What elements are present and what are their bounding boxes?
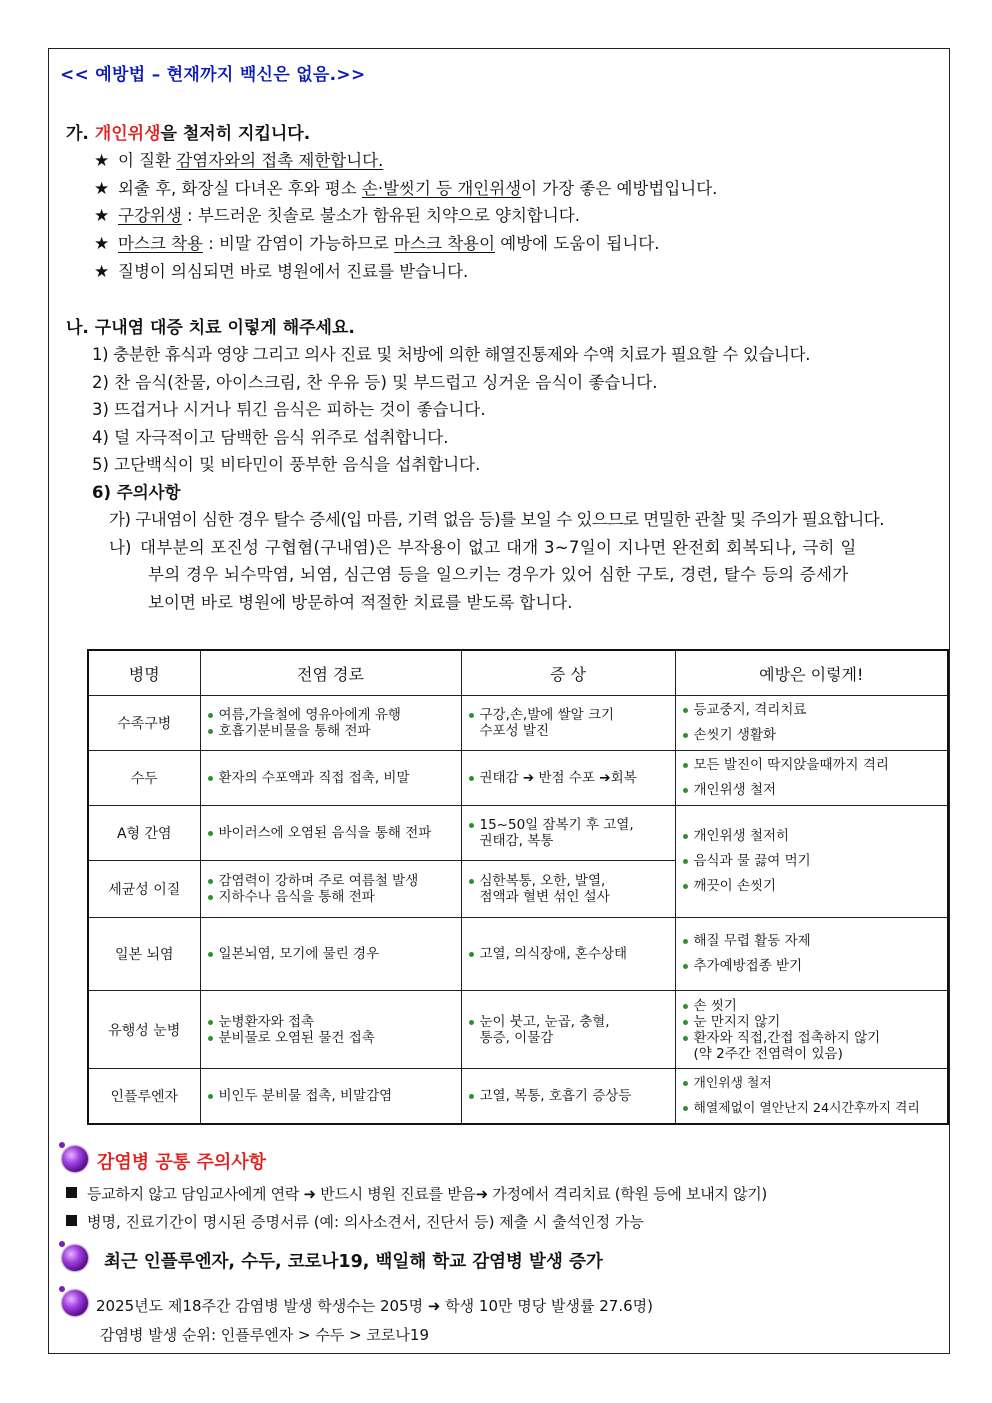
route-cell <box>200 861 461 918</box>
star-icon: ★ <box>94 206 110 226</box>
prevent-item: 개인위생 철저 <box>682 778 942 803</box>
ga-item-2-tail: 이 가장 좋은 예방법입니다. <box>521 179 718 198</box>
section-ga-suffix: 을 철저히 지킵니다. <box>160 124 311 144</box>
ga-item-1-underline: 감염자와의 접촉 제한 <box>176 151 331 170</box>
ga-item-2 <box>94 175 717 199</box>
route-item: 바이러스에 오염된 음식을 통해 전파 <box>207 825 455 841</box>
header-disease-name: 병명 <box>88 650 200 696</box>
table-row <box>88 696 948 751</box>
route-item: 눈병환자와 접촉 <box>207 1014 455 1030</box>
caution-na-line-2: 부의 경우 뇌수막염, 뇌염, 심근염 등을 일으키는 경우가 있어 심한 구토, 경련, 탈수 등의 증세가 <box>148 565 849 584</box>
recent-line-1: 2025년도 제18주간 감염병 발생 학생수는 205명 ➜ 학생 10만 명당 발생률 27.6명) <box>96 1297 654 1315</box>
symptom-cell <box>461 806 675 861</box>
table-row <box>88 751 948 806</box>
symptom-cell <box>461 1069 675 1125</box>
ga-item-4-tail: 예방에 도움이 됩니다. <box>495 234 660 253</box>
star-icon: ★ <box>94 151 110 171</box>
na-item-2: 2) 찬 음식(찬물, 아이스크림, 찬 우유 등) 및 부드럽고 싱거운 음식이 좋습니다. <box>92 373 658 392</box>
route-item: 여름,가을철에 영유아에게 유행 <box>207 707 455 723</box>
common-line-2-text: 병명, 진료기간이 명시된 증명서류 (예: 의사소견서, 진단서 등) 제출 시 출석인정 가능 <box>87 1213 644 1231</box>
symptom-item: 수포성 발진 <box>479 723 549 739</box>
symptom-cell <box>461 696 675 751</box>
disease-name: 인플루엔자 <box>88 1069 200 1125</box>
ga-item-1-tail: 합니다. <box>330 151 384 170</box>
prevent-cell <box>675 696 948 751</box>
black-square-bullet-icon <box>66 1187 77 1198</box>
symptom-item: 권태감 ➔ 반점 수포 ➔회복 <box>468 770 669 786</box>
header-prevention: 예방은 이렇게! <box>675 650 948 696</box>
common-line-1 <box>66 1183 767 1204</box>
symptom-item: 구강,손,발에 쌀알 크기 <box>468 707 669 723</box>
na-item-4: 4) 덜 자극적이고 담백한 음식 위주로 섭취합니다. <box>92 428 449 447</box>
route-item: 감염력이 강하며 주로 여름철 발생 <box>207 873 455 889</box>
route-item: 비인두 분비물 접촉, 비말감염 <box>207 1088 455 1104</box>
prevent-item: 깨끗이 손씻기 <box>682 874 942 899</box>
ga-item-1 <box>94 147 383 171</box>
prevent-item: 눈 만지지 않기 <box>682 1014 942 1030</box>
purple-orb-icon <box>62 1245 88 1271</box>
symptom-item: 고열, 복통, 호흡기 증상등 <box>468 1088 669 1104</box>
ga-item-4-mid: : 비말 감염이 가능하므로 <box>202 234 395 253</box>
symptom-cell <box>461 861 675 918</box>
disease-name: 수족구병 <box>88 696 200 751</box>
ga-item-2-underline: 손·발씻기 등 개인위생 <box>361 179 522 198</box>
table-row <box>88 1069 948 1125</box>
prevent-cell <box>675 918 948 991</box>
star-icon: ★ <box>94 179 110 199</box>
prevent-cell <box>675 1069 948 1125</box>
purple-orb-icon <box>62 1290 88 1316</box>
prevent-item: 개인위생 철저 <box>682 1071 942 1096</box>
ga-item-4-underline-2: 마스크 착용이 <box>394 234 496 253</box>
route-cell <box>200 751 461 806</box>
disease-name: 수두 <box>88 751 200 806</box>
recent-line-2: 감염병 발생 순위: 인플루엔자 > 수두 > 코로나19 <box>100 1326 429 1344</box>
disease-name: 세균성 이질 <box>88 861 200 918</box>
disease-name: A형 간염 <box>88 806 200 861</box>
symptom-cell <box>461 991 675 1069</box>
caution-title: 6) 주의사항 <box>92 483 181 502</box>
common-line-1-text: 등교하지 않고 담임교사에게 연락 ➜ 반드시 병원 진료를 받음➜ 가정에서 격리치료 (학원 등에 보내지 않기) <box>87 1185 767 1203</box>
route-item: 호흡기분비물을 통해 전파 <box>207 723 455 739</box>
ga-item-1-text: 이 질환 <box>118 151 177 170</box>
black-square-bullet-icon <box>66 1215 77 1226</box>
ga-item-3 <box>94 202 580 226</box>
prevent-item: 추가예방접종 받기 <box>682 954 942 979</box>
prevention-heading: << 예방법 – 현재까지 백신은 없음.>> <box>60 65 366 85</box>
caution-na-marker: 나) <box>109 538 132 557</box>
common-line-2 <box>66 1211 644 1232</box>
route-item: 환자의 수포액과 직접 접촉, 비말 <box>207 770 455 786</box>
route-cell <box>200 806 461 861</box>
table-row <box>88 918 948 991</box>
table-row <box>88 991 948 1069</box>
prevent-item: 음식과 물 끓여 먹기 <box>682 849 942 874</box>
section-ga-title <box>66 119 310 144</box>
header-symptom: 증 상 <box>461 650 675 696</box>
route-item: 일본뇌염, 모기에 물린 경우 <box>207 946 455 962</box>
symptom-item: 고열, 의식장애, 혼수상태 <box>468 946 669 962</box>
na-item-5: 5) 고단백식이 및 비타민이 풍부한 음식을 섭취합니다. <box>92 455 481 474</box>
prevent-cell <box>675 751 948 806</box>
route-item: 지하수나 음식을 통해 전파 <box>207 889 455 905</box>
star-icon: ★ <box>94 262 110 282</box>
prevent-item: 해열제없이 열안난지 24시간후까지 격리 <box>682 1096 942 1121</box>
purple-orb-icon <box>62 1146 88 1172</box>
route-item: 분비물로 오염된 물건 접촉 <box>207 1030 455 1046</box>
ga-item-4 <box>94 230 659 254</box>
ga-item-3-tail: : 부드러운 칫솔로 불소가 함유된 치약으로 양치합니다. <box>181 206 580 225</box>
disease-name: 일본 뇌염 <box>88 918 200 991</box>
ga-item-5-text: 질병이 의심되면 바로 병원에서 진료를 받습니다. <box>118 262 469 281</box>
prevent-cell-shared <box>675 806 948 918</box>
na-item-3: 3) 뜨겁거나 시거나 튀긴 음식은 피하는 것이 좋습니다. <box>92 400 486 419</box>
star-icon: ★ <box>94 234 110 254</box>
route-cell <box>200 918 461 991</box>
caution-na-line-3: 보이면 바로 병원에 방문하여 적절한 치료를 받도록 합니다. <box>148 593 573 612</box>
route-cell <box>200 1069 461 1125</box>
caution-na-line-1: 대부분의 포진성 구협혐(구내염)은 부작용이 없고 대개 3~7일이 지나면 완전회 회복되나, 극히 일 <box>140 538 857 557</box>
symptom-item: 눈이 붓고, 눈곱, 충혈, <box>468 1014 669 1030</box>
ga-item-4-underline: 마스크 착용 <box>118 234 203 253</box>
prevent-item: 모든 발진이 딱지앉을때까지 격리 <box>682 753 942 778</box>
prevent-item: 손 씻기 <box>682 998 942 1014</box>
prevent-item: 등교중지, 격리치료 <box>682 698 942 723</box>
symptom-item: 15~50일 잠복기 후 고열, <box>468 817 669 833</box>
section-na-title: 나. 구내염 대증 치료 이렇게 해주세요. <box>66 318 355 338</box>
table-header-row <box>88 650 948 696</box>
recent-title: 최근 인플루엔자, 수두, 코로나19, 백일해 학교 감염병 발생 증가 <box>104 1252 603 1272</box>
table-row <box>88 806 948 861</box>
symptom-item: 심한복통, 오한, 발열, <box>468 873 669 889</box>
prevent-item-note: (약 2주간 전염력이 있음) <box>693 1045 843 1062</box>
prevent-item: 해질 무렵 활동 자제 <box>682 929 942 954</box>
ga-item-5 <box>94 258 468 282</box>
ga-item-3-underline: 구강위생 <box>118 206 182 225</box>
symptom-item: 점액과 혈변 섞인 설사 <box>479 889 610 905</box>
section-ga-highlight: 개인위생 <box>94 124 161 144</box>
na-item-1: 1) 충분한 휴식과 영양 그리고 의사 진료 및 처방에 의한 해열진통제와 수액 치료가 필요할 수 있습니다. <box>92 345 811 364</box>
common-title: 감염병 공통 주의사항 <box>97 1152 267 1173</box>
prevent-item: 손씻기 생활화 <box>682 723 942 748</box>
route-cell <box>200 696 461 751</box>
disease-name: 유행성 눈병 <box>88 991 200 1069</box>
prevent-item: 환자와 직접,간접 접촉하지 않기 <box>682 1030 942 1046</box>
symptom-item: 통증, 이물감 <box>479 1029 554 1046</box>
header-route: 전염 경로 <box>200 650 461 696</box>
ga-item-2-text: 외출 후, 화장실 다녀온 후와 평소 <box>118 179 362 198</box>
symptom-cell <box>461 751 675 806</box>
caution-ga: 가) 구내염이 심한 경우 탈수 증세(입 마름, 기력 없음 등)를 보일 수 있으므로 면밀한 관찰 및 주의가 필요합니다. <box>109 510 885 529</box>
prevent-item: 개인위생 철저히 <box>682 824 942 849</box>
symptom-cell <box>461 918 675 991</box>
route-cell <box>200 991 461 1069</box>
prevent-cell <box>675 991 948 1069</box>
symptom-item: 권태감, 복통 <box>479 833 554 849</box>
disease-table <box>87 649 949 1125</box>
section-ga-prefix: 가. <box>66 124 95 144</box>
